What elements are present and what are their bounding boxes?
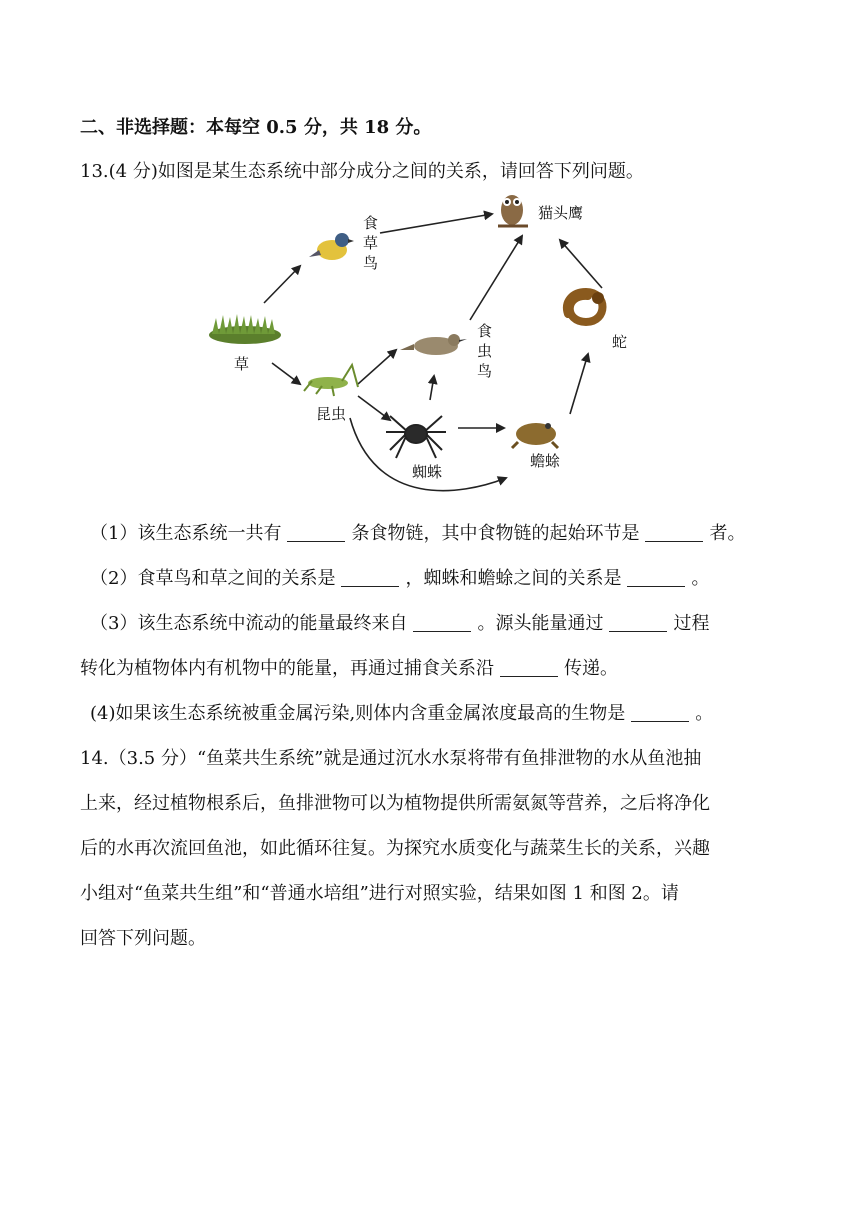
q13-sub2: （2）食草鸟和草之间的关系是 ，蜘蛛和蟾蜍之间的关系是 。 bbox=[90, 568, 710, 589]
arrow-insect-bird-to-owl bbox=[470, 236, 522, 320]
arrow-spider-to-insect-bird bbox=[430, 376, 434, 400]
arrow-toad-to-snake bbox=[570, 354, 588, 414]
svg-text:食: 食 bbox=[477, 322, 493, 340]
toad-icon bbox=[512, 423, 558, 448]
q13-sub4: (4)如果该生态系统被重金属污染,则体内含重金属浓度最高的生物是 。 bbox=[90, 703, 714, 724]
answer-blank[interactable] bbox=[500, 658, 558, 677]
answer-blank[interactable] bbox=[609, 613, 667, 632]
q13-sub3: （3）该生态系统中流动的能量最终来自 。源头能量通过 过程 bbox=[90, 613, 710, 634]
q13-sub3-cont: 转化为植物体内有机物中的能量，再通过捕食关系沿 传递。 bbox=[80, 658, 618, 679]
grass-icon bbox=[209, 314, 281, 344]
answer-blank[interactable] bbox=[631, 703, 689, 722]
insect-label: 昆虫 bbox=[316, 405, 347, 423]
snake-icon bbox=[567, 292, 604, 322]
answer-blank[interactable] bbox=[413, 613, 471, 632]
svg-text:鸟: 鸟 bbox=[477, 362, 493, 380]
food-web-diagram bbox=[200, 188, 660, 506]
toad-label: 蟾蜍 bbox=[530, 452, 561, 470]
svg-text:虫: 虫 bbox=[477, 342, 493, 360]
arrow-seed-bird-to-owl bbox=[380, 214, 492, 233]
answer-blank[interactable] bbox=[287, 523, 345, 542]
arrow-grass-to-seed-bird bbox=[264, 266, 300, 303]
arrow-grass-to-insect bbox=[272, 363, 300, 384]
q14-line-2: 上来，经过植物根系后，鱼排泄物可以为植物提供所需氨氮等营养，之后将净化 bbox=[80, 793, 710, 814]
arrow-snake-to-owl bbox=[560, 240, 602, 288]
answer-blank[interactable] bbox=[627, 568, 685, 587]
grass-label: 草 bbox=[234, 355, 250, 373]
q14-line-1: 14.（3.5 分）“鱼菜共生系统”就是通过沉水水泵将带有鱼排泄物的水从鱼池抽 bbox=[80, 748, 702, 769]
question-13-intro: 13.(4 分)如图是某生态系统中部分成分之间的关系，请回答下列问题。 bbox=[80, 161, 644, 182]
svg-text:鸟: 鸟 bbox=[363, 254, 379, 272]
answer-blank[interactable] bbox=[645, 523, 703, 542]
q13-sub1: （1）该生态系统一共有 条食物链，其中食物链的起始环节是 者。 bbox=[90, 523, 746, 544]
snake-label: 蛇 bbox=[612, 333, 628, 351]
spider-icon bbox=[386, 416, 446, 458]
owl-icon bbox=[498, 195, 528, 226]
owl-label: 猫头鹰 bbox=[538, 204, 584, 222]
svg-text:草: 草 bbox=[363, 234, 379, 252]
seed-bird-icon bbox=[309, 233, 354, 260]
q14-line-4: 小组对“鱼菜共生组”和“普通水培组”进行对照实验，结果如图 1 和图 2。请 bbox=[80, 883, 679, 904]
arrow-insect-to-spider bbox=[358, 396, 390, 420]
insect-bird-icon bbox=[400, 334, 467, 355]
arrow-insect-to-insect-bird bbox=[358, 350, 396, 384]
spider-label: 蜘蛛 bbox=[412, 463, 443, 481]
insect-icon bbox=[304, 365, 358, 396]
q14-line-3: 后的水再次流回鱼池，如此循环往复。为探究水质变化与蔬菜生长的关系，兴趣 bbox=[80, 838, 710, 859]
q14-line-5: 回答下列问题。 bbox=[80, 928, 206, 949]
section-heading: 二、非选择题：本每空 0.5 分，共 18 分。 bbox=[80, 117, 432, 138]
svg-text:食: 食 bbox=[363, 214, 379, 232]
answer-blank[interactable] bbox=[341, 568, 399, 587]
